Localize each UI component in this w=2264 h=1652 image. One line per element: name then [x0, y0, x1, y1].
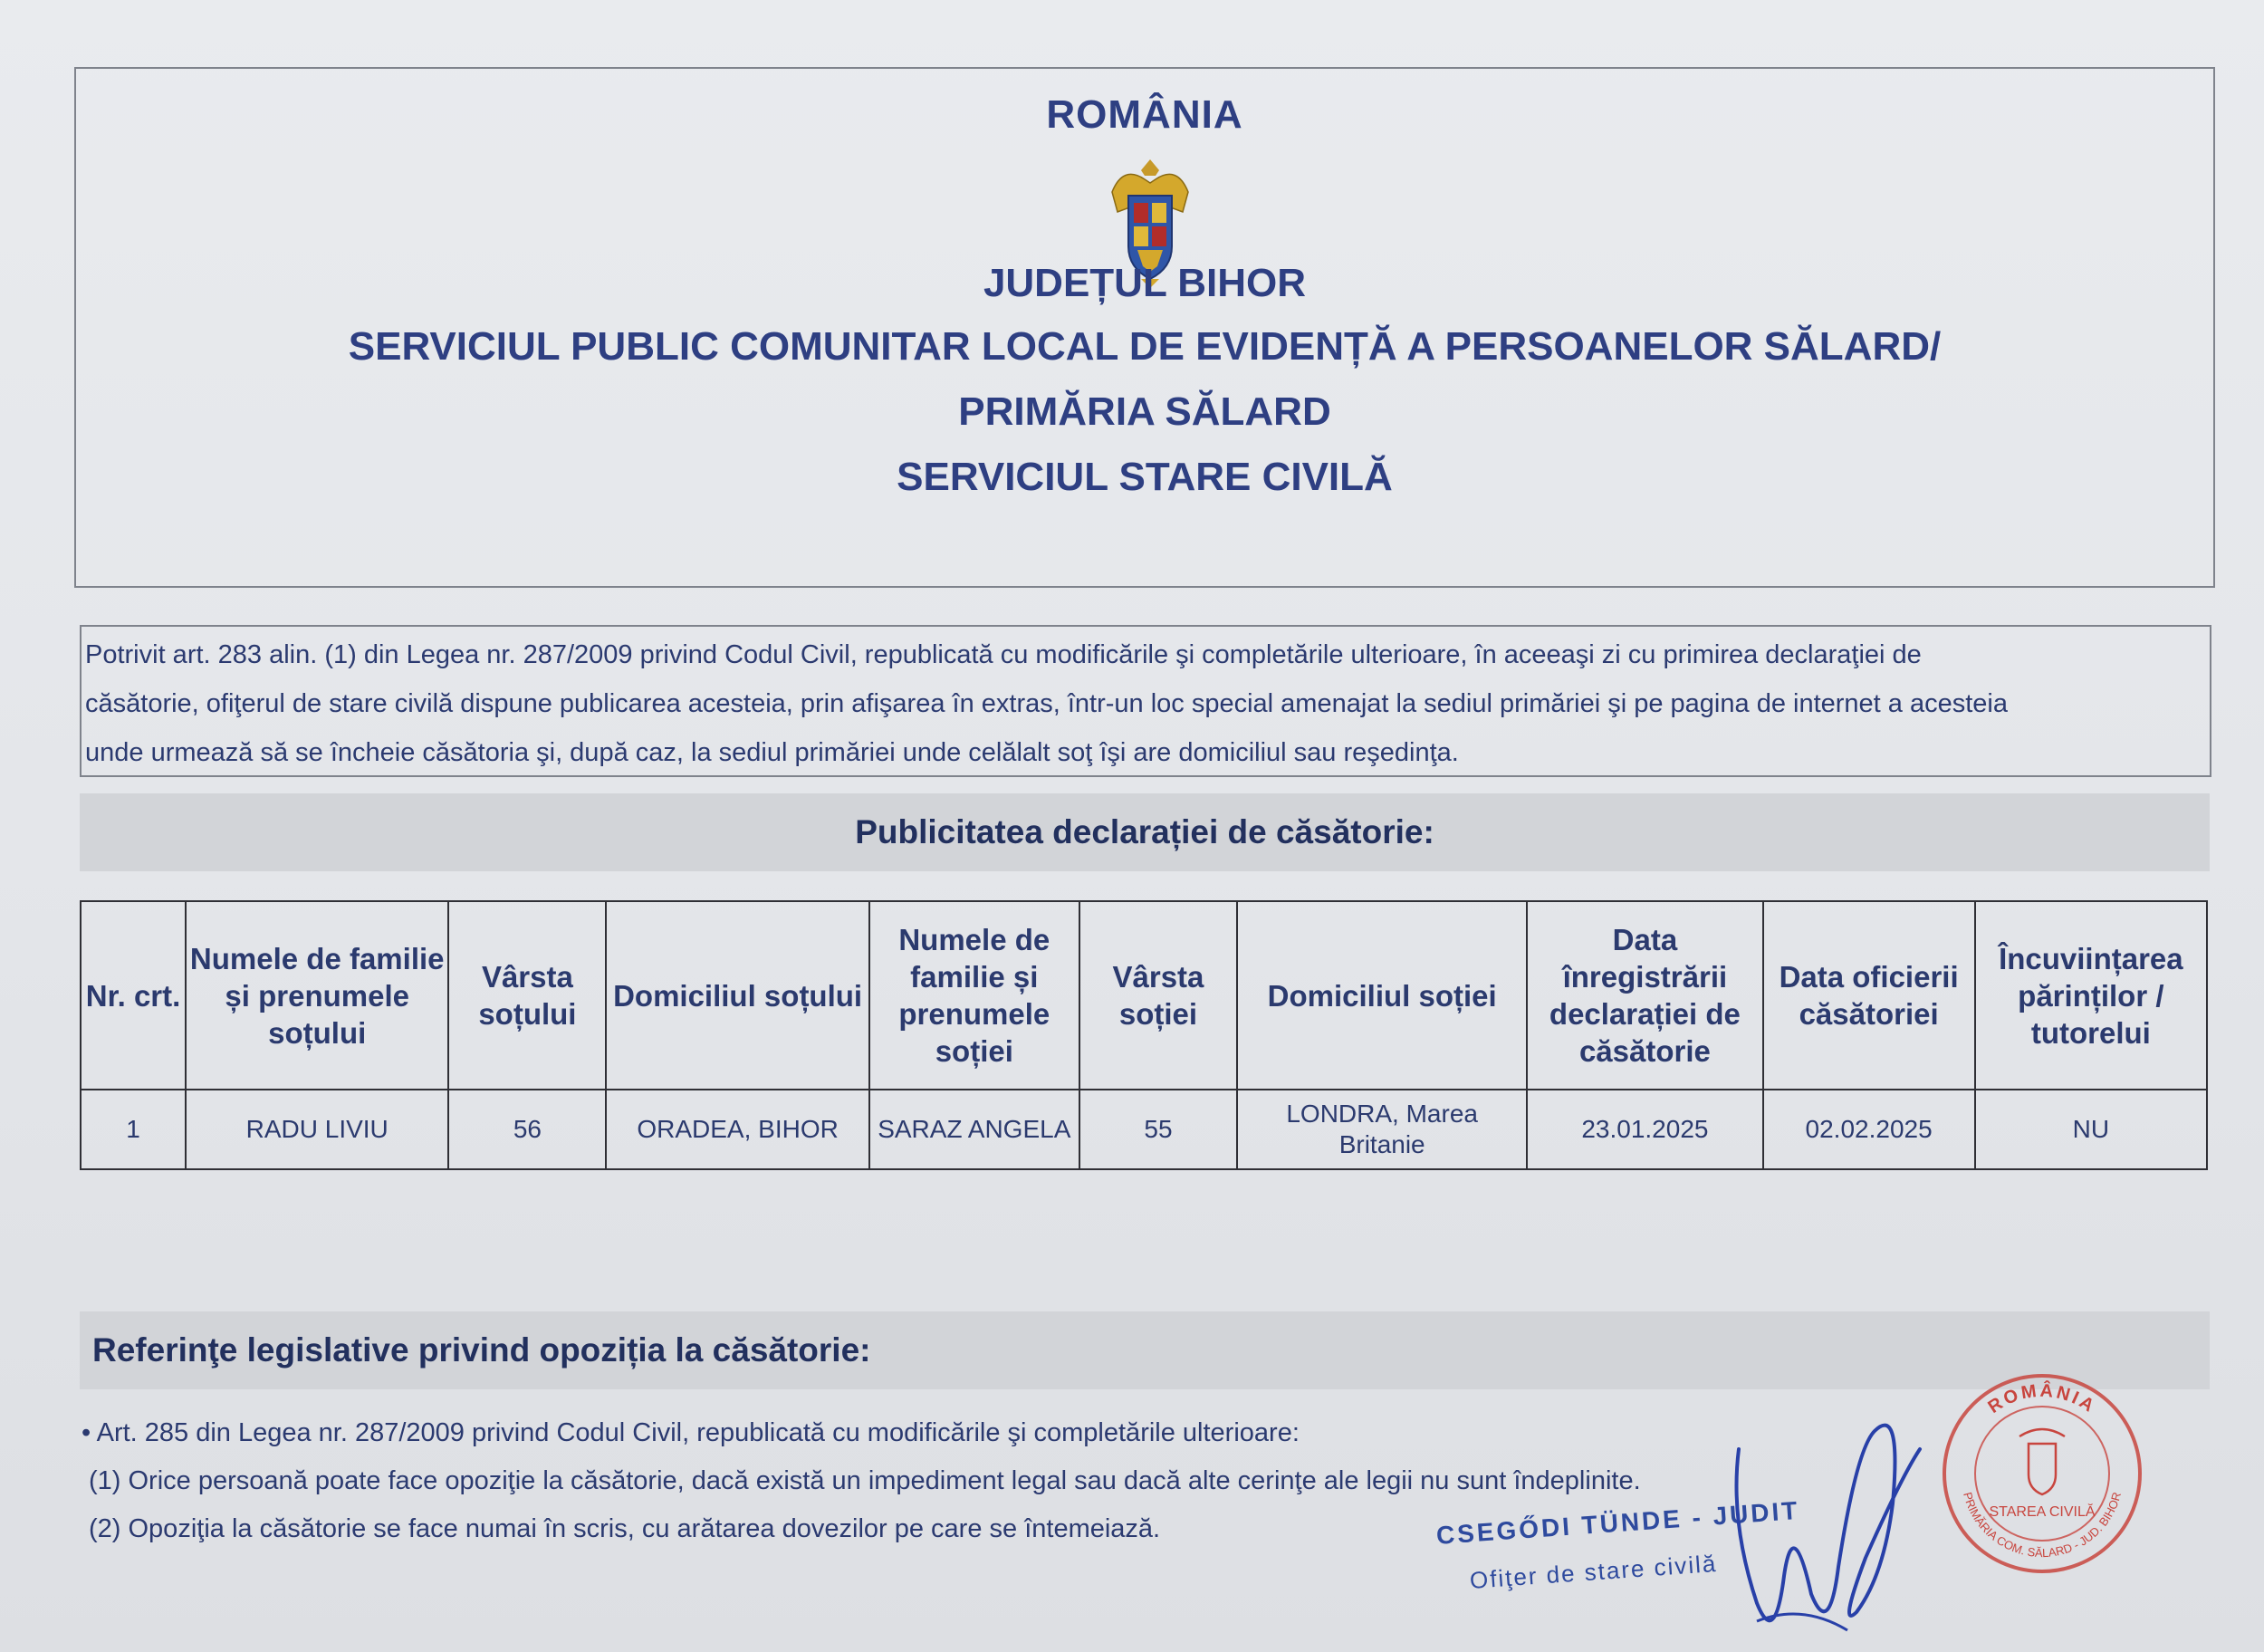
col-header: Vârsta soției [1079, 901, 1237, 1090]
header-box [74, 67, 2215, 588]
officer-title: Ofiţer de stare civilă [1469, 1549, 1719, 1594]
col-header: Domiciliul soțului [606, 901, 868, 1090]
official-stamp [1938, 1369, 2146, 1578]
table-cell: NU [1975, 1090, 2207, 1169]
legal-notice-line: unde urmează să se încheie căsătoria şi, după caz, la sediul primăriei unde celălalt soţ îşi are domiciliul sau reşedinţa. [85, 738, 1459, 767]
stamp-ring-text: PRIMĂRIA COM. SĂLARD - JUD. BIHOR [1961, 1490, 2124, 1561]
col-header: Data oficierii căsătoriei [1763, 901, 1975, 1090]
col-header: Nr. crt. [81, 901, 186, 1090]
col-header: Încuviințarea părinților / tutorelui [1975, 901, 2207, 1090]
table-cell: SARAZ ANGELA [869, 1090, 1079, 1169]
table-cell: LONDRA, Marea Britanie [1237, 1090, 1527, 1169]
col-header: Vârsta soțului [448, 901, 606, 1090]
references-title: Referinţe legislative privind opoziția la căsătorie: [80, 1311, 2210, 1389]
table-header-row [81, 901, 2207, 1090]
publicity-title: Publicitatea declarației de căsătorie: [80, 793, 2210, 871]
col-header: Data înregistrării declarației de căsătorie [1527, 901, 1762, 1090]
legal-notice [80, 625, 2211, 777]
reference-line: • Art. 285 din Legea nr. 287/2009 privind Codul Civil, republicată cu modificările şi completările ulterioare: [82, 1418, 1300, 1447]
table-cell: RADU LIVIU [186, 1090, 448, 1169]
country-title: ROMÂNIA [1046, 92, 1243, 137]
reference-line: (2) Opoziţia la căsătorie se face numai în scris, cu arătarea dovezilor pe care se întemeiază. [89, 1514, 1161, 1543]
table-cell: 56 [448, 1090, 606, 1169]
table-cell: 23.01.2025 [1527, 1090, 1762, 1169]
stamp-center-text: STAREA CIVILĂ [1989, 1504, 2096, 1520]
legal-notice-line: Potrivit art. 283 alin. (1) din Legea nr. 287/2009 privind Codul Civil, republicată cu modificările şi completările ulterioare, în aceeaşi zi cu primirea declaraţiei de [85, 640, 1922, 669]
col-header: Numele de familie și prenumele soției [869, 901, 1079, 1090]
stamp-top-text: ROMÂNIA [1984, 1380, 2100, 1418]
table-cell: 02.02.2025 [1763, 1090, 1975, 1169]
table-row [81, 1090, 2207, 1169]
service-heading: SERVICIUL PUBLIC COMUNITAR LOCAL DE EVIDENȚĂ A PERSOANELOR SĂLARD/ [348, 324, 1942, 369]
table-cell: ORADEA, BIHOR [606, 1090, 868, 1169]
table-cell: 55 [1079, 1090, 1237, 1169]
county-heading: JUDEȚUL BIHOR [983, 261, 1307, 305]
references-list [82, 1409, 1641, 1553]
legal-notice-line: căsătorie, ofiţerul de stare civilă dispune publicarea acesteia, prin afişarea în extras, într-un loc special amenajat la sediul primăriei şi pe pagina de internet a acesteia [85, 689, 2008, 718]
officer-name: CSEGŐDI TÜNDE - JUDIT [1435, 1495, 1801, 1550]
table-cell: 1 [81, 1090, 186, 1169]
col-header: Numele de familie și prenumele soțului [186, 901, 448, 1090]
department-heading: SERVICIUL STARE CIVILĂ [897, 455, 1393, 499]
col-header: Domiciliul soției [1237, 901, 1527, 1090]
declaration-table [80, 900, 2208, 1170]
reference-line: (1) Orice persoană poate face opoziţie la căsătorie, dacă există un impediment legal sau dacă alte cerinţe ale legii nu sunt îndeplinite. [89, 1466, 1641, 1495]
signature-icon [1721, 1395, 1938, 1652]
town-hall-heading: PRIMĂRIA SĂLARD [958, 389, 1331, 434]
svg-text:PRIMĂRIA COM. SĂLARD - JUD. BI [1961, 1491, 2124, 1560]
